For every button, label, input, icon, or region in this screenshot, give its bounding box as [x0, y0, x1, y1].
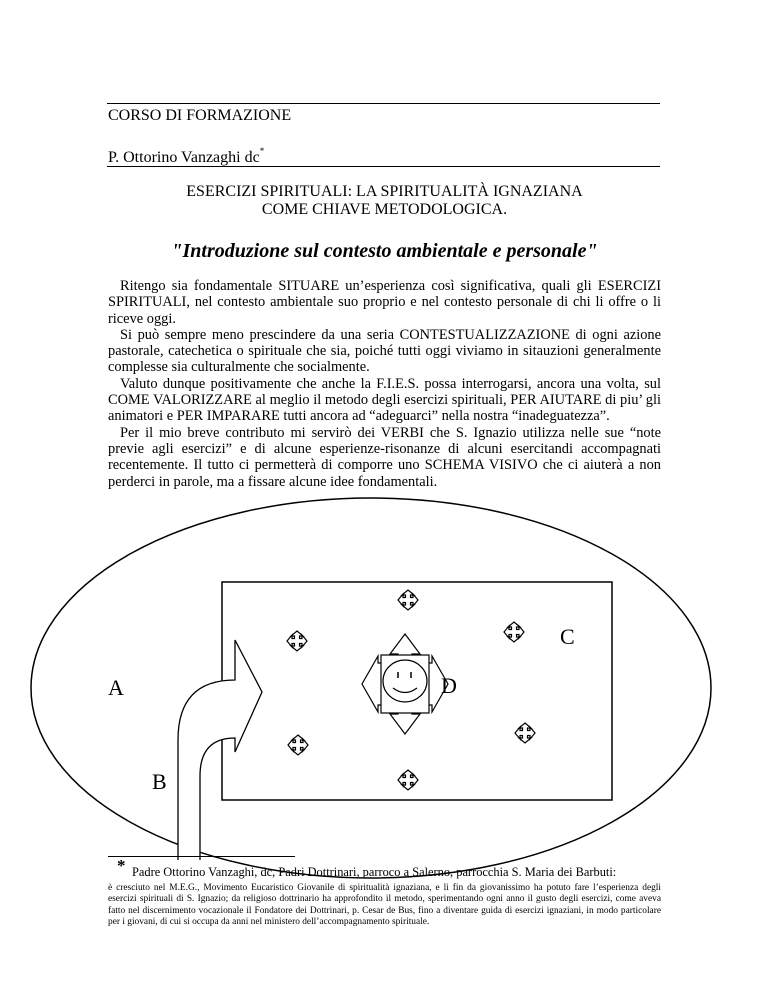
paragraph-3: Valuto dunque positivamente che anche la F.I.E.S. possa interrogarsi, ancora una volta, sul COME VALORIZZARE al meglio il metodo degli esercizi spirituali, PER AIUTARE di piu’ gli animatori e PER IMPARARE tutti ancora ad “adeguarci” nella nostra “inadeguatezza”. — [108, 375, 661, 425]
paragraph-2: Si può sempre meno prescindere da una seria CONTESTUALIZZAZIONE di ogni azione pastorale, catechetica o spirituale che sia, poiché tutti oggi viviamo in sitauzioni generalmente complesse sia culturalmente che socialmente. — [108, 326, 661, 376]
author-footnote-mark: * — [259, 146, 265, 156]
author-name: P. Ottorino Vanzaghi dc — [108, 149, 260, 166]
paragraph-1: Ritengo sia fondamentale SITUARE un’esperienza così significativa, quali gli ESERCIZI SPIRITUALI, nel contesto ambientale suo proprio e nel contesto personale di chi li offre o li riceve oggi. — [108, 278, 661, 327]
label-a: A — [108, 675, 124, 700]
label-b: B — [152, 769, 167, 794]
paragraph-4: Per il mio breve contributo mi servirò dei VERBI che S. Ignazio utilizza nelle sue “note previe agli esercizi” e di alcune esperienze-risonanze di alcuni esercitandi accompagnati recentemente. Il tutto ci permetterà di comporre uno SCHEMA VISIVO che ci aiuterà a non perderci in parole, ma a fissare alcune idee fondamentali. — [108, 424, 661, 490]
smiley-face — [383, 660, 427, 702]
section-subtitle: "Introduzione sul contesto ambientale e personale" — [171, 240, 598, 262]
footnote-text: è cresciuto nel M.E.G., Movimento Eucaristico Giovanile di spiritualità ignaziana, e lì fin da giovanissimo ha potuto fare l’esperienza degli esercizi spirituali di S. Ignazio; da religioso dottrinario ha approfondito il metodo, sperimentando ogni anno il gusto degli esercizi, come aveva fatto nel discernimento vocazionale il Fondatore dei Dottrinari, p. Cesar de Bus, fino a diventare guida di esercizi ignaziani, in modo particolare per i giovani, di cui si occupa da anni nel ministero dell’accompagnamento spirituale. — [108, 883, 661, 928]
footnote-mark: * — [117, 856, 126, 875]
footnote-rule — [108, 856, 295, 857]
course-title: CORSO DI FORMAZIONE — [108, 107, 292, 124]
label-d: D — [441, 673, 457, 698]
title-line-2: COME CHIAVE METODOLOGICA. — [261, 201, 508, 218]
label-c: C — [560, 624, 575, 649]
footnote-main: Padre Ottorino Vanzaghi, dc, Padri Dottrinari, parroco a Salerno, parrocchia S. Maria dei Barbuti: — [132, 865, 617, 879]
title-line-1: ESERCIZI SPIRITUALI: LA SPIRITUALITÀ IGNAZIANA — [186, 183, 583, 200]
